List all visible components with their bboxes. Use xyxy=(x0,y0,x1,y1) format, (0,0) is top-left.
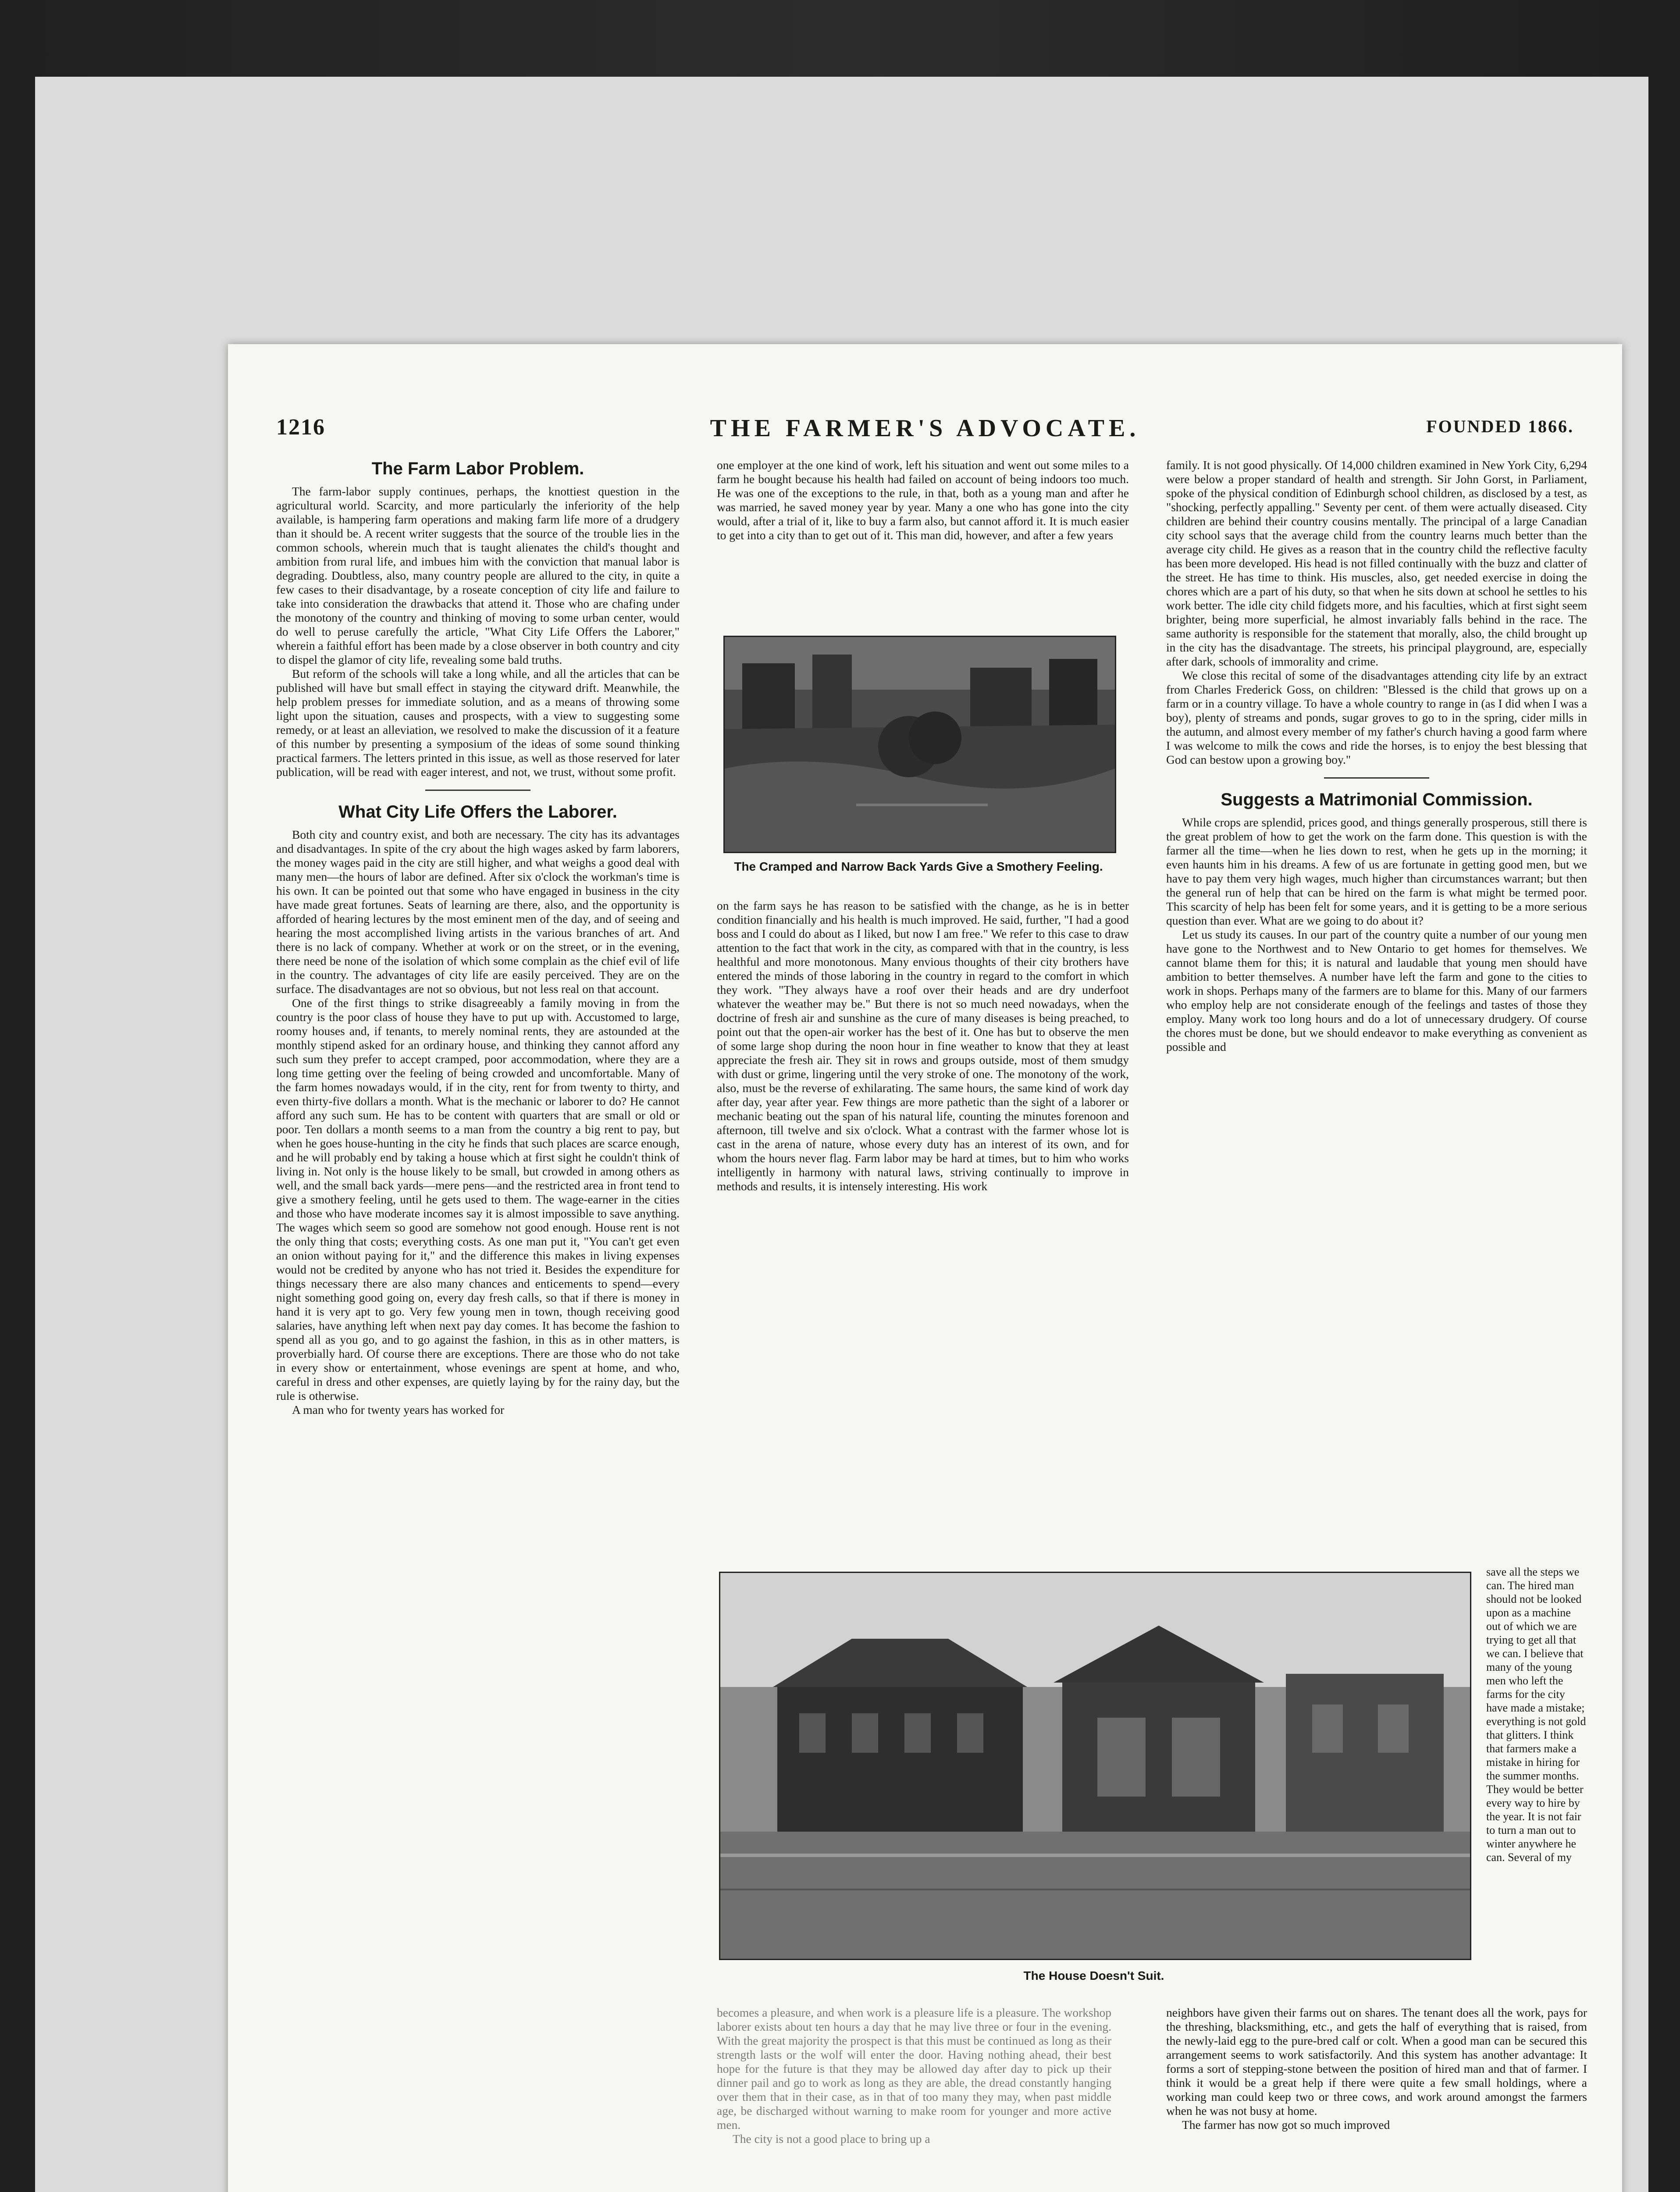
house-photo xyxy=(719,1572,1471,1960)
back-yards-caption: The Cramped and Narrow Back Yards Give a Smothery Feeling. xyxy=(734,860,1103,873)
column-2-top xyxy=(717,458,1129,629)
city-life-paragraph: One of the first things to strike disagreeably a family moving in from the country is the poor class of house they have to put up with. Accustomed to large, roomy houses and, if tenants, to merely nominal rents, they are astounded at the monthly stipend asked for an ordinary house, and thinking they cannot afford any such sum they prefer to accept cramped, poor accommodation, where they are a long time getting over the feeling of being crowded and uncomfortable. Many of the farm homes nowadays would, if in the city, rent for from twenty to thirty, and even thirty-five dollars a month. What is the mechanic or laborer to do? He cannot afford any such sum. He has to be content with quarters that are small or old or poor. Ten dollars a month seems to a man from the country a big rent to pay, but when he goes house-hunting in the city he finds that such places are scarce enough, and he will probably end by taking a house which at first sight he couldn't think of living in. Not only is the house likely to be small, but crowded in among others as well, and the small back yards—mere pens—and the restricted area in front tend to give a smothery feeling, until he gets used to them. The wage-earner in the cities and those who have moderate incomes say it is almost impossible to save anything. The wages which seem so good are somehow not good enough. House rent is not the only thing that costs; everything costs. As one man put it, "You can't get even an onion without paying for it," and the difference this makes in living expenses would not be credited by anyone who has not tried it. Besides the expenditure for things necessary there are also many chances and enticements to spend—every night something good going on, every day fresh calls, so that if there is money in hand it is very apt to go. Very few young men in town, though receiving good salaries, have anything left when next pay day comes. It has become the fashion to spend all as you go, and to go against the fashion, in this as in other matters, is proverbially hard. Of course there are exceptions. There are those who do not take in every show or entertainment, whose evenings are spent at home, and who, careful in dress and other expenses, are quietly laying by for the rainy day, but the rule is otherwise. xyxy=(276,996,680,1402)
paper-title: THE FARMER'S ADVOCATE. xyxy=(710,415,1140,442)
matrimonial-paragraph: Let us study its causes. In our part of the country quite a number of our young men have gone to the Northwest and to New Ontario to get homes for themselves. We cannot blame them for this; it is natural and laudable that young men should have ambition to better themselves. A number have left the farm and gone to the cities to work in shops. Perhaps many of the farmers are to blame for this. Many of our farmers who employ help are not considerate enough of the feelings and tastes of those they employ. Many work too long hours and do a lot of unnecessary drudgery. Of course the chores must be done, but we should endeavor to make everything as convenient as possible and xyxy=(1166,928,1587,1053)
farm-labor-paragraph: The farm-labor supply continues, perhaps, the knottiest question in the agricultural world. Scarcity, and more particularly the inferiority of the help available, is hampering farm operations and making farm life more of a drudgery than it should be. A recent writer suggests that the source of the trouble lies in the common schools, wherein much that is taught alienates the child's thought and ambition from rural life, and imbues him with the conviction that manual labor is degrading. Doubtless, also, many country people are allured to the city, in quite a few cases to their disadvantage, by a roseate conception of city life and failure to take into consideration the drawbacks that attend it. Those who are chafing under the monotony of the country and thinking of moving to some urban center, would do well to peruse carefully the article, "What City Life Offers the Laborer," wherein a faithful effort has been made by a close observer in both country and city to dispel the glamor of city life, revealing some bald truths. xyxy=(276,484,680,666)
column-3-narrow xyxy=(1486,1565,1587,1986)
city-life-paragraph: becomes a pleasure, and when work is a pleasure life is a pleasure. The workshop laborer exists about ten hours a day that he may live three or four in the evening. With the great majority the prospect is that this must be continued as long as their strength lasts or the wolf will enter the door. Having nothing ahead, their best hope for the future is that they may be allowed day after day to pick up their dinner pail and go to work as long as they are able, the dread constantly hanging over them that in their case, as in that of too many they may, when past middle age, be discharged without warning to make room for younger and more active men. xyxy=(717,2006,1111,2132)
column-2-middle xyxy=(717,899,1129,1548)
city-life-paragraph: The city is not a good place to bring up a xyxy=(733,2132,930,2146)
page-number: 1216 xyxy=(276,415,325,440)
back-yards-photo xyxy=(723,636,1116,853)
city-life-paragraph: one employer at the one kind of work, left his situation and went out some miles to a farm he bought because his health had failed on account of being indoors too much. He was one of the exceptions to the rule, in that, both as a young man and after he was married, he saved money year by year. Many a one who has gone into the city would, after a trial of it, like to buy a farm also, but cannot afford it. It is much easier to get into a city than to get out of it. This man did, however, and after a few years xyxy=(717,458,1129,542)
house-illustration xyxy=(720,1573,1470,1959)
matrimonial-paragraph: save all the steps we can. The hired man should not be looked upon as a machine out of which we are trying to get all that we can. I believe that many of the young men who left the farms for the city have made a mistake; everything is not gold that glitters. I think that farmers make a mistake in hiring for the summer months. They would be better every way to hire by the year. It is not fair to turn a man out to winter anywhere he can. Several of my xyxy=(1486,1566,1586,1864)
city-life-paragraph: Both city and country exist, and both are necessary. The city has its advantages and disadvantages. In spite of the cry about the high wages asked by farm laborers, the money wages paid in the city are still higher, and what weighs a good deal with many men—the hours of labor are defined. After six o'clock the workman's time is his own. It can be pointed out that some who have engaged in business in the city have made great fortunes. Seats of learning are there, also, and the opportunity is afforded of hearing lectures by the most eminent men of the day, and of seeing and hearing the most accomplished living artists in the various branches of art. And there is no lack of company. Whether at work or on the street, or in the evening, there need be none of the isolation of which some complain as the chief evil of life in the country. The advantages of city life are easily perceived. They are on the surface. The disadvantages are not so obvious, but not less real on that account. xyxy=(276,828,680,996)
matrimonial-paragraph: The farmer has now got so much improved xyxy=(1182,2118,1390,2132)
city-life-paragraph: family. It is not good physically. Of 14,000 children examined in New York City, 6,294 were below a proper standard of health and strength. Sir John Gorst, in Parliament, spoke of the physical condition of Edinburgh school children, as disclosed by a test, as "shocking, perfectly appalling." Seventy per cent. of them were actually diseased. City children are behind their country cousins mentally. The principal of a large Canadian city school says that the average child from the country learns much better than the average city child. He gives as a reason that in the country child the reflective faculty has been more developed. His head is not filled continually with the buzz and clatter of the street. He has time to think. His muscles, also, get needed exercise in doing the chores which are a part of his duty, so that when he sits down at school he settles to his work better. The idle city child fidgets more, and his faculties, which at first sight seem brighter, being more superficial, he almost invariably falls behind in the race. The same authority is responsible for the statement that morally, also, the child brought up in the city has the disadvantage. The streets, his principal playground, are, especially after dark, schools of immorality and crime. xyxy=(1166,458,1587,668)
house-caption: The House Doesn't Suit. xyxy=(1023,1969,1164,1982)
headline-matrimonial: Suggests a Matrimonial Commission. xyxy=(1221,790,1533,809)
matrimonial-paragraph: While crops are splendid, prices good, and things generally prosperous, still there is the great problem of how to get the work on the farm done. This question is with the farmer all the time—when he lies down to rest, when he gets up in the morning; it even haunts him in his dreams. A few of us are fortunate in getting good men, but we have to pay them very high wages, much higher than circumstances warrant; but then the general run of help that can be hired on the farm is what might be termed poor. This scarcity of help has been felt for some years, and it is getting to be a more serious question than ever. What are we going to do about it? xyxy=(1166,815,1587,927)
city-life-paragraph: We close this recital of some of the disadvantages attending city life by an extract from Charles Frederick Goss, on children: "Blessed is the child that grows up on a farm or in a country village. To have a whole country to range in (as I did when I was a boy), plenty of streams and ponds, sugar groves to go to in the spring, cider mills in the autumn, and almost every member of my father's church having a good farm where I was welcome to milk the cows and ride the horses, is to enjoy the best blessing that God can bestow upon a growing boy." xyxy=(1166,669,1587,766)
column-3-bottom xyxy=(1166,2006,1587,2192)
back-yards-illustration xyxy=(725,637,1115,852)
headline-farm-labor: The Farm Labor Problem. xyxy=(371,459,584,478)
section-rule xyxy=(1324,777,1429,779)
column-1 xyxy=(276,458,680,2192)
headline-city-life: What City Life Offers the Laborer. xyxy=(338,802,617,822)
founded-line: FOUNDED 1866. xyxy=(1426,416,1574,436)
city-life-paragraph: A man who for twenty years has worked for xyxy=(292,1403,505,1416)
masthead xyxy=(276,414,1574,449)
city-life-paragraph: on the farm says he has reason to be satisfied with the change, as he is in better condition financially and his health is much improved. He said, further, "I had a good boss and I could do about as I liked, but now I am free." We refer to this case to draw attention to the fact that work in the city, as compared with that in the country, is less healthful and more monotonous. Many envious thoughts of their city brothers have entered the minds of those laboring in the country in regard to the comfort in which they work. "They always have a roof over their heads and are dry underfoot whatever the weather may be." But there is not so much need nowadays, when the doctrine of fresh air and sunshine as the cure of many diseases is being preached, to point out that the open-air worker has the best of it. One has but to observe the men of some large shop during the noon hour in fine weather to know that they at least appreciate the fresh air. They sit in rows and groups outside, most of them smudgy with dust or grime, lingering until the very stroke of one. The monotony of the work, also, must be the reverse of exhilarating. The same hours, the same kind of work day after day, year after year. Few things are more pathetic than the sight of a laborer or mechanic beating out the span of his natural life, counting the minutes forenoon and afternoon, till twelve and six o'clock. What a contrast with the farmer whose lot is cast in the arena of nature, whose every duty has an interest of its own, and for whom the hours never flag. Farm labor may be hard at times, but to him who works intelligently in harmony with natural laws, striving continually to improve in methods and results, it is intensely interesting. His work xyxy=(717,899,1129,1193)
column-2-bottom xyxy=(717,2006,1111,2192)
section-rule xyxy=(425,790,530,791)
newspaper-page xyxy=(228,344,1622,2192)
matrimonial-paragraph: neighbors have given their farms out on shares. The tenant does all the work, pays for the threshing, blacksmithing, etc., and gets the half of everything that is raised, from the newly-laid egg to the pure-bred calf or colt. When a good man can be secured this arrangement seems to work satisfactorily. And this system has another advantage: It forms a sort of stepping-stone between the position of hired man and that of farmer. I think it would be a great help if there were quite a few small holdings, where a working man could keep two or three cows, and work around amongst the farmers when he was not busy at home. xyxy=(1166,2006,1587,2117)
farm-labor-paragraph: But reform of the schools will take a long while, and all the articles that can be published will have but small effect in staying the cityward drift. Meanwhile, the help problem presses for immediate solution, and as a means of throwing some light upon the situation, causes and prospects, with a view to suggesting some remedy, or at least an alleviation, we resolved to make the discussion of it a feature of this number by presenting a symposium of the ideas of some sound thinking practical farmers. The letters printed in this issue, as well as those reserved for later publication, will be read with eager interest, and not, we trust, without some profit. xyxy=(276,667,680,779)
column-3 xyxy=(1166,458,1587,1563)
